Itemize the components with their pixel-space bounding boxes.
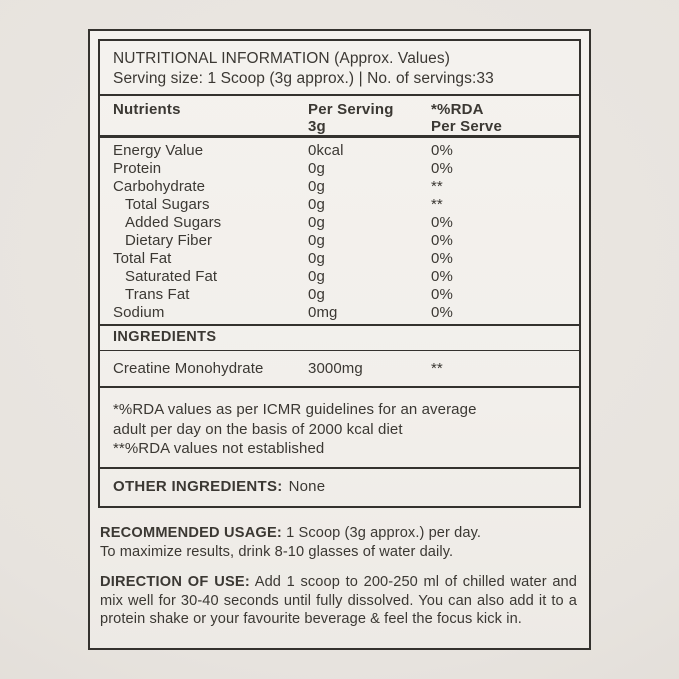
serving-size-line: Serving size: 1 Scoop (3g approx.) | No. of servings:33 (113, 69, 494, 87)
table-row: Sodium 0mg 0% (113, 304, 453, 321)
nutrient-rows (100, 138, 579, 326)
table-title: NUTRITIONAL INFORMATION (Approx. Values) (113, 50, 451, 67)
column-header-row (100, 96, 579, 138)
other-ingredients-value: None (288, 478, 326, 495)
usage-label: RECOMMENDED USAGE: (100, 525, 282, 541)
usage-line2: To maximize results, drink 8-10 glasses of water daily. (100, 544, 454, 560)
recommended-usage-block (90, 524, 589, 562)
table-row: Dietary Fiber 0g 0% (125, 232, 453, 249)
usage-text: 1 Scoop (3g approx.) per day. (286, 525, 482, 541)
table-row: Trans Fat 0g 0% (125, 286, 453, 303)
table-row: Carbohydrate 0g ** (113, 178, 443, 195)
directions-text: Add 1 scoop to 200-250 ml of chilled water and mix well for 30-40 seconds until fully dissolved. You can also add it to a protein shake or your favourite beverage & feel the focus kick in. (100, 574, 577, 627)
ingredient-name: Creatine Monohydrate (113, 360, 264, 377)
table-row: Protein 0g 0% (113, 160, 453, 177)
column-rda: *%RDA Per Serve (431, 101, 503, 135)
ingredient-rda: ** (431, 360, 443, 377)
column-nutrients: Nutrients (113, 101, 181, 118)
rda-note-line: adult per day on the basis of 2000 kcal diet (113, 420, 403, 438)
directions-label: DIRECTION OF USE: (100, 574, 250, 590)
table-header-block (100, 41, 579, 96)
other-ingredients-label: OTHER INGREDIENTS: (113, 478, 283, 495)
rda-note-line: **%RDA values not established (113, 440, 325, 457)
ingredients-heading: INGREDIENTS (100, 326, 579, 351)
nutrition-label (88, 29, 591, 650)
table-row: Added Sugars 0g 0% (125, 214, 453, 231)
column-per-serving: Per Serving 3g (308, 101, 394, 135)
rda-notes (100, 388, 579, 469)
table-row: Saturated Fat 0g 0% (125, 268, 453, 285)
table-row: Energy Value 0kcal 0% (113, 142, 453, 159)
table-row: Total Fat 0g 0% (113, 250, 453, 267)
direction-of-use-block (90, 573, 589, 629)
nutrition-facts-table (98, 39, 581, 508)
usage-line1 (100, 524, 577, 543)
ingredient-row (100, 351, 579, 388)
ingredient-amount: 3000mg (308, 360, 363, 377)
rda-note-line: *%RDA values as per ICMR guidelines for an average (113, 401, 477, 418)
table-row: Total Sugars 0g ** (125, 196, 443, 213)
other-ingredients-row (100, 469, 579, 506)
